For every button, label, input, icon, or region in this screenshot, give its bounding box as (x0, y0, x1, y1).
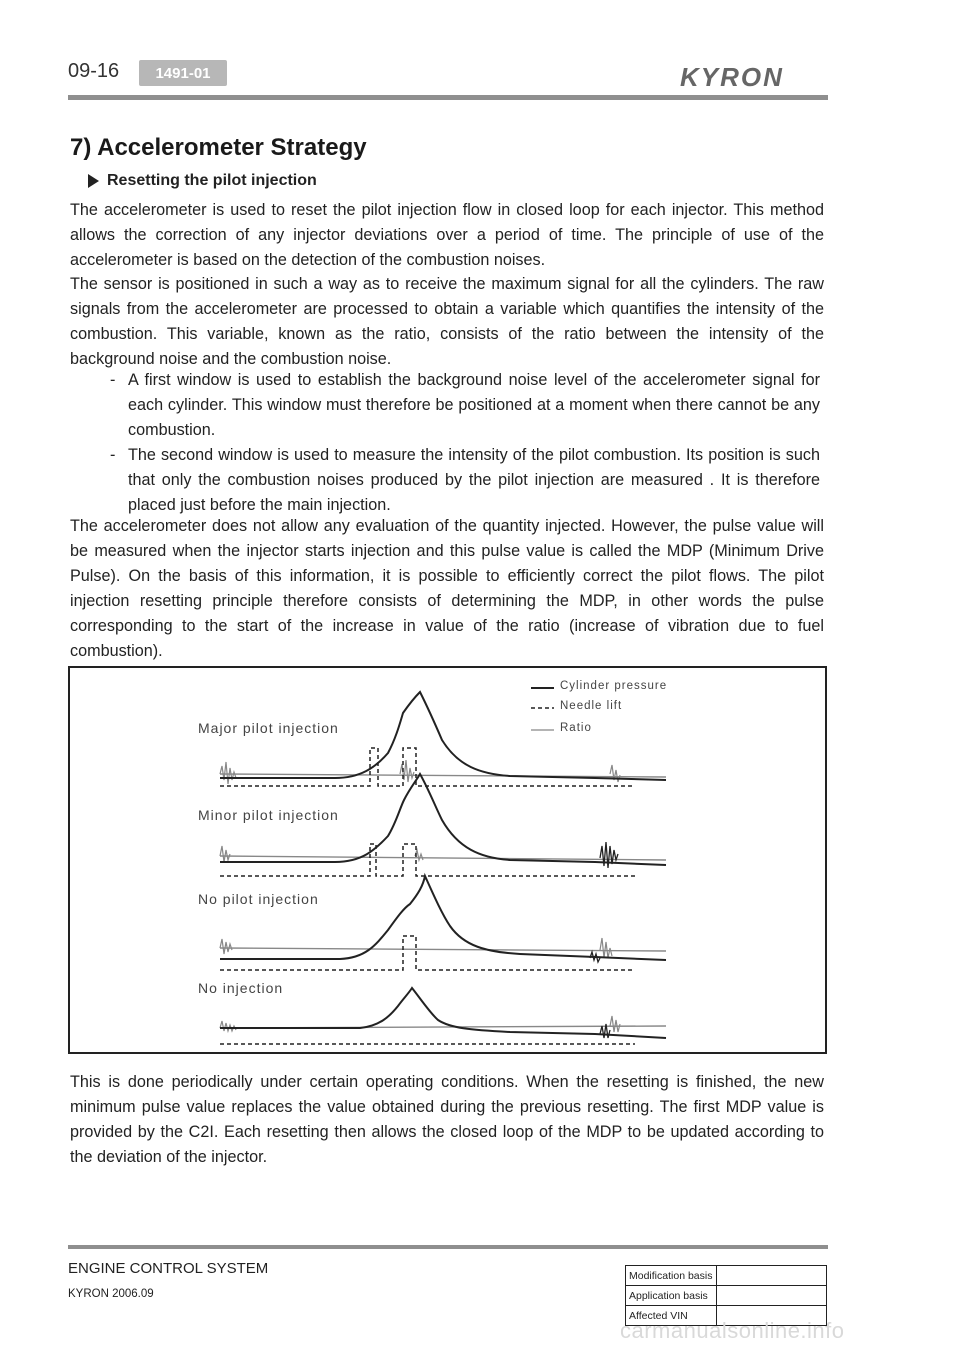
panel-minor-pilot (220, 774, 666, 876)
panel-label-minor-pilot: Minor pilot injection (198, 807, 339, 823)
table-value (717, 1286, 827, 1306)
table-label: Application basis (626, 1286, 717, 1306)
panel-label-no-injection: No injection (198, 980, 284, 996)
legend-label-cylinder-pressure: Cylinder pressure (560, 680, 668, 692)
footer-version: KYRON 2006.09 (68, 1288, 154, 1300)
table-label: Modification basis (626, 1266, 717, 1286)
paragraph-3: The accelerometer does not allow any evaluation of the quantity injected. However, the pulse value will be measured when the injector starts injection and this pulse value is called the MDP (Minimum Drive Pulse). On the basis of this information, it is possible to efficiently correct the pilot flows. The pilot injection resetting principle therefore consists of determining the MDP, in other words the pulse corresponding to the start of the increase in value of the ratio (increase of vibration due to fuel combustion). (70, 517, 824, 660)
table-row (626, 1286, 827, 1306)
list-item (104, 368, 820, 443)
signal-diagram (70, 668, 825, 1052)
table-row (626, 1266, 827, 1286)
modification-table (625, 1265, 827, 1326)
paragraph-4: This is done periodically under certain operating conditions. When the resetting is finished, the new minimum pulse value replaces the value obtained during the previous resetting. The first MDP value is provided by the C2I. Each resetting then allows the closed loop of the MDP to be updated according to the deviation of the injector. (70, 1073, 824, 1166)
panel-label-no-pilot: No pilot injection (198, 891, 319, 907)
paragraph-1: The accelerometer is used to reset the pilot injection flow in closed loop for each injector. This method allows the correction of any injector deviations over a period of time. The principle of use of the accelerometer is based on the detection of the combustion noises. (70, 201, 824, 269)
list-item-text: The second window is used to measure the intensity of the pilot combustion. Its position is such that only the combustion noises produced by the pilot injection are measured . It is therefore placed just before the main injection. (128, 446, 820, 514)
table-label: Affected VIN (626, 1306, 717, 1326)
footer-system-name: ENGINE CONTROL SYSTEM (68, 1260, 269, 1277)
triangle-bullet-icon (88, 174, 99, 188)
list-item (104, 443, 820, 518)
section-title: 7) Accelerometer Strategy (70, 134, 367, 161)
subsection-title: Resetting the pilot injection (107, 172, 317, 189)
panel-no-injection (220, 988, 666, 1044)
page-number: 09-16 (68, 60, 120, 82)
kyron-logo (678, 58, 828, 94)
header-rule (68, 95, 828, 100)
legend-label-ratio: Ratio (560, 722, 592, 734)
list-dash: - (110, 446, 116, 464)
list-item-text: A first window is used to establish the background noise level of the accelerometer signal for each cylinder. This window must therefore be positioned at a moment when there cannot be any combustion. (128, 371, 820, 439)
paragraph-2: The sensor is positioned in such a way as to receive the maximum signal for all the cylinders. The raw signals from the accelerometer are processed to obtain a variable which quantifies the intensity of the combustion. This variable, known as the ratio, consists of the ratio between the intensity of the background noise and the combustion noise. (70, 275, 824, 368)
table-value (717, 1266, 827, 1286)
subsection-heading (88, 172, 317, 190)
window-list (104, 368, 820, 518)
svg-text:KYRON: KYRON (680, 62, 784, 92)
legend-label-needle-lift: Needle lift (560, 700, 623, 712)
section-code-badge: 1491-01 (139, 60, 227, 86)
watermark: carmanualsonline.info (620, 1318, 845, 1343)
panel-label-major-pilot: Major pilot injection (198, 720, 339, 736)
footer-rule (68, 1245, 828, 1249)
list-dash: - (110, 371, 116, 389)
pilot-injection-figure (68, 666, 827, 1054)
